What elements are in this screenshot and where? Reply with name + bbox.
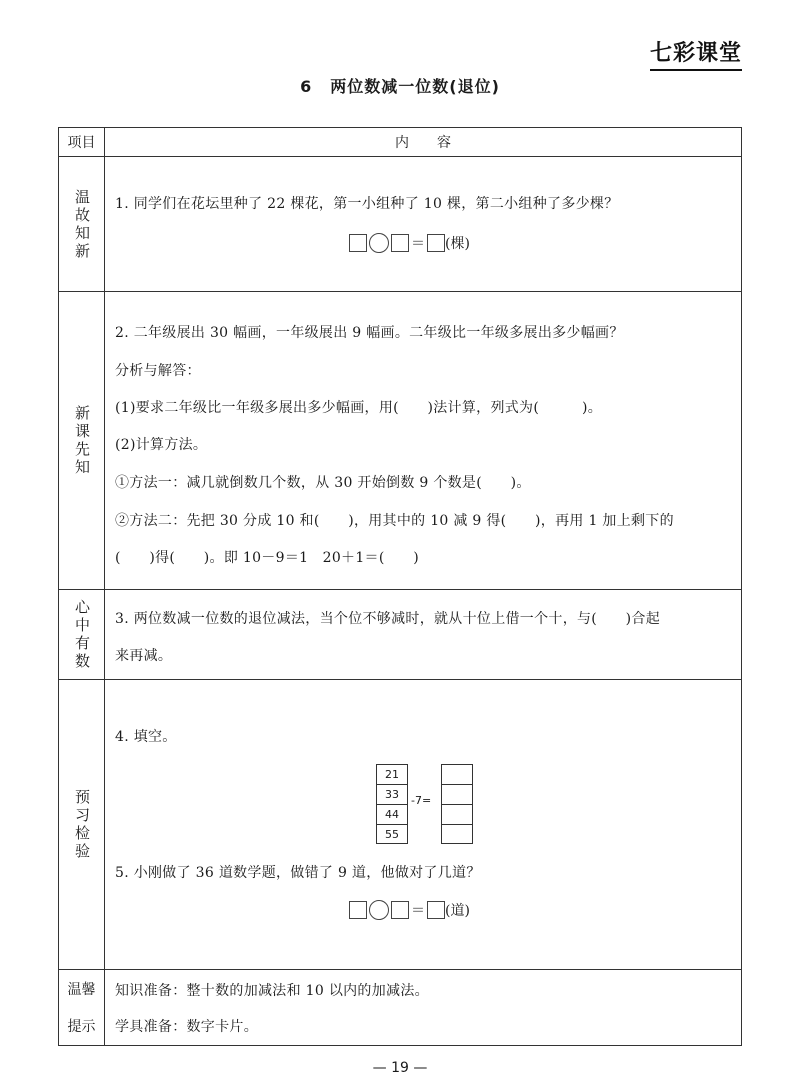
section-review: [59, 156, 741, 292]
header-item: 项目: [67, 135, 96, 151]
operation-label: -7=: [411, 794, 432, 807]
method-2-cont: ( )得( )。即 10－9＝1 20＋1＝( ): [115, 550, 419, 566]
question-4: 4. 填空。: [115, 729, 177, 745]
brand-text: 七彩课堂: [649, 41, 742, 66]
answer-box[interactable]: [349, 234, 367, 252]
answer-box[interactable]: [391, 901, 409, 919]
header-content: 内 容: [395, 135, 451, 151]
number-cell: 55: [377, 824, 407, 844]
answer-box[interactable]: [349, 901, 367, 919]
tips-label-2: 提示: [67, 1019, 96, 1036]
section-mind: [59, 589, 741, 680]
equation-1: ＝ (棵): [349, 233, 470, 253]
lesson-table: [58, 127, 742, 1046]
section-label-review: 温故知新: [73, 188, 91, 261]
answer-cell[interactable]: [442, 804, 472, 824]
method-1: ①方法一：减几就倒数几个数，从 30 开始倒数 9 个数是( )。: [115, 475, 531, 491]
section-label-mind: 心中有数: [73, 599, 91, 671]
tip-2: 学具准备：数字卡片。: [115, 1019, 258, 1035]
page-title: [0, 74, 800, 97]
answer-cell[interactable]: [442, 784, 472, 804]
section-new: [59, 291, 741, 590]
question-2: 2. 二年级展出 30 幅画，一年级展出 9 幅画。二年级比一年级多展出多少幅画？: [115, 325, 624, 341]
section-preview: [59, 679, 741, 970]
tip-1: 知识准备：整十数的加减法和 10 以内的加减法。: [115, 983, 429, 999]
number-column: [376, 764, 408, 844]
answer-cell[interactable]: [442, 824, 472, 844]
answer-box[interactable]: [427, 901, 445, 919]
answer-box[interactable]: [427, 234, 445, 252]
lesson-title: 两位数减一位数(退位): [330, 77, 500, 96]
section-label-new: 新课先知: [73, 405, 91, 477]
number-cell: 21: [385, 768, 399, 781]
method-2: ②方法二：先把 30 分成 10 和( )，用其中的 10 减 9 得( )，再用 1 加上剩下的: [115, 513, 674, 529]
answer-column: [441, 764, 473, 844]
page-number: — 19 —: [372, 1060, 428, 1076]
equation-5: ＝ (道): [349, 900, 470, 920]
operator-circle[interactable]: [369, 233, 389, 253]
unit-label: (道): [445, 903, 470, 919]
question-1: 1. 同学们在花坛里种了 22 棵花，第一小组种了 10 棵，第二小组种了多少棵？: [115, 196, 619, 212]
question-3-cont: 来再减。: [115, 648, 173, 664]
tips-label-1: 温馨: [67, 981, 96, 998]
brand-logo: [650, 36, 742, 67]
part-1: (1)要求二年级比一年级多展出多少幅画，用( )法计算，列式为( )。: [115, 400, 603, 416]
number-cell: 44: [377, 804, 407, 824]
part-2: (2)计算方法。: [115, 437, 208, 453]
number-cell: 33: [377, 784, 407, 804]
question-5: 5. 小刚做了 36 道数学题，做错了 9 道，他做对了几道？: [115, 865, 481, 881]
section-label-preview: 预习检验: [73, 789, 91, 861]
question-3: 3. 两位数减一位数的退位减法，当个位不够减时，就从十位上借一个十，与( )合起: [115, 611, 661, 627]
answer-cell[interactable]: [442, 765, 472, 784]
operator-circle[interactable]: [369, 900, 389, 920]
analysis-label: 分析与解答：: [115, 363, 201, 379]
table-header-row: [59, 128, 741, 156]
lesson-number: 6: [300, 77, 313, 96]
unit-label: (棵): [445, 236, 470, 252]
answer-box[interactable]: [391, 234, 409, 252]
section-tips: [59, 969, 741, 1045]
